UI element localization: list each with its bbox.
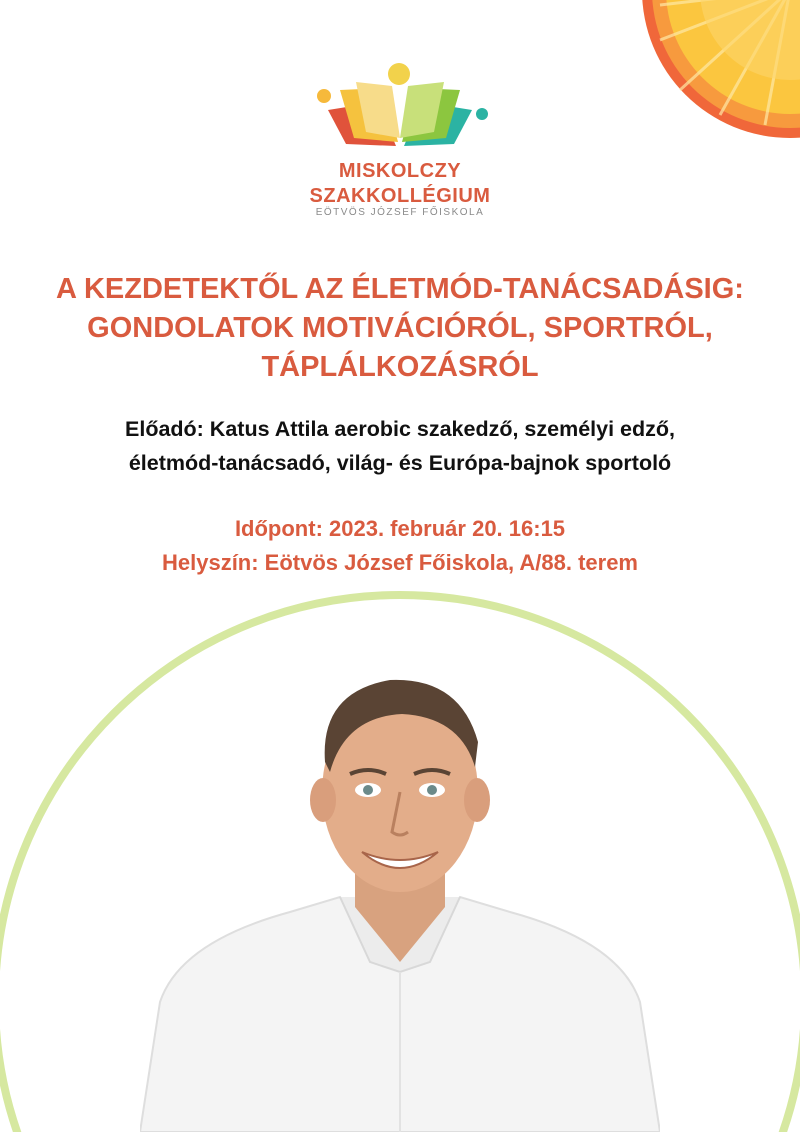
org-subtitle: EÖTVÖS JÓZSEF FŐISKOLA (315, 207, 485, 218)
event-time: Időpont: 2023. február 20. 16:15 (234, 516, 566, 541)
org-name-line1: MISKOLCZY (338, 160, 462, 182)
sun-decoration (600, 0, 800, 140)
title-line-2: GONDOLATOK MOTIVÁCIÓRÓL, SPORTRÓL, (87, 312, 713, 344)
event-details (0, 512, 800, 580)
presenter-line-2: életmód-tanácsadó, világ- és Európa-bajnok sportoló (128, 451, 672, 475)
book-logo-icon (300, 62, 500, 152)
title-line-1: A KEZDETEKTŐL AZ ÉLETMÓD-TANÁCSADÁSIG: (56, 273, 744, 305)
event-title (0, 270, 800, 387)
org-name-line2: SZAKKOLLÉGIUM (309, 185, 491, 207)
event-place: Helyszín: Eötvös József Főiskola, A/88. terem (161, 550, 638, 575)
title-line-3: TÁPLÁLKOZÁSRÓL (261, 351, 539, 383)
presenter-photo (140, 672, 660, 1132)
presenter-info (0, 412, 800, 480)
presenter-line-1: Előadó: Katus Attila aerobic szakedző, személyi edző, (125, 417, 675, 441)
